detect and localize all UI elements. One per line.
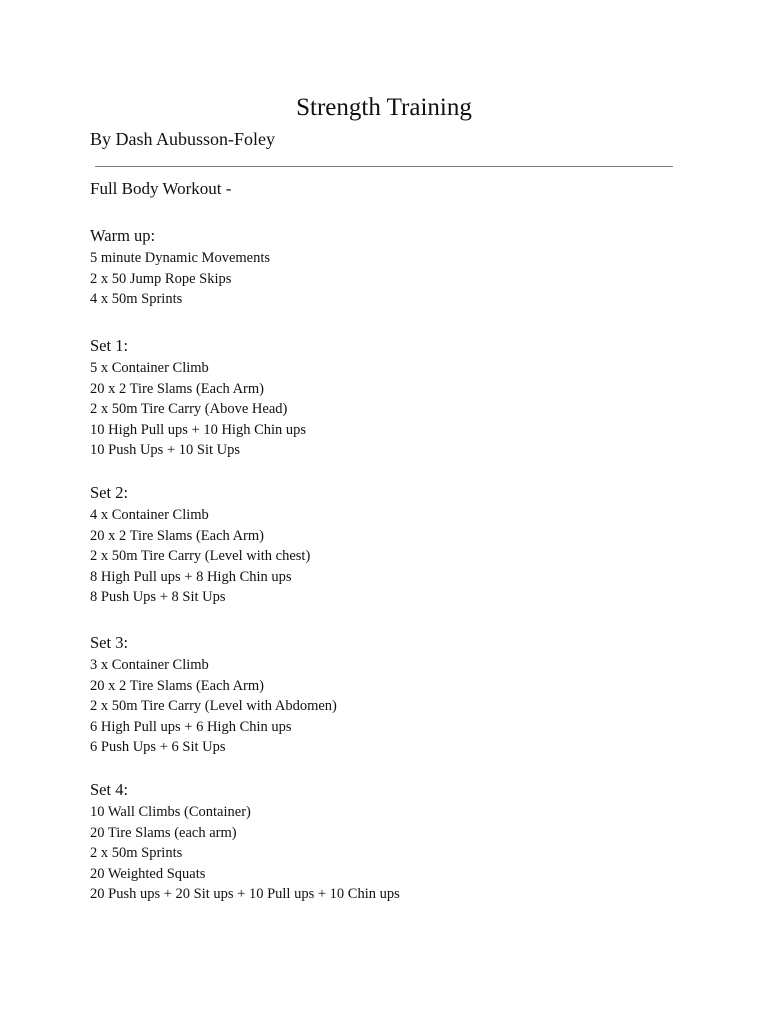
exercise-item: 8 High Pull ups + 8 High Chin ups bbox=[90, 568, 292, 585]
exercise-list bbox=[90, 505, 310, 608]
exercise-list bbox=[90, 655, 337, 758]
exercise-item: 4 x Container Climb bbox=[90, 507, 209, 523]
exercise-item: 20 x 2 Tire Slams (Each Arm) bbox=[90, 527, 264, 544]
section-heading: Set 2: bbox=[90, 483, 129, 502]
section-heading: Set 1: bbox=[90, 336, 129, 355]
section-set-4 bbox=[90, 780, 400, 905]
section-set-3 bbox=[90, 633, 337, 758]
exercise-item: 2 x 50 Jump Rope Skips bbox=[90, 270, 232, 287]
exercise-item: 2 x 50m Tire Carry (Level with chest) bbox=[90, 548, 311, 564]
exercise-list bbox=[90, 248, 270, 310]
exercise-item: 20 Weighted Squats bbox=[90, 865, 206, 882]
exercise-item: 10 High Pull ups + 10 High Chin ups bbox=[90, 421, 307, 438]
exercise-item: 10 Push Ups + 10 Sit Ups bbox=[90, 442, 240, 458]
section-heading: Set 4: bbox=[90, 780, 129, 799]
exercise-list bbox=[90, 358, 306, 461]
exercise-item: 8 Push Ups + 8 Sit Ups bbox=[90, 589, 226, 605]
exercise-item: 10 Wall Climbs (Container) bbox=[90, 804, 251, 820]
exercise-item: 20 Push ups + 20 Sit ups + 10 Pull ups + 10 Chin ups bbox=[90, 886, 400, 902]
exercise-list bbox=[90, 802, 400, 905]
exercise-item: 6 Push Ups + 6 Sit Ups bbox=[90, 739, 226, 755]
section-set-1 bbox=[90, 336, 306, 461]
exercise-item: 5 x Container Climb bbox=[90, 360, 209, 376]
exercise-item: 4 x 50m Sprints bbox=[90, 291, 183, 307]
document-title: Strength Training bbox=[296, 94, 472, 121]
exercise-item: 6 High Pull ups + 6 High Chin ups bbox=[90, 718, 292, 735]
section-warm-up bbox=[90, 226, 270, 310]
horizontal-divider bbox=[95, 166, 673, 167]
exercise-item: 2 x 50m Tire Carry (Above Head) bbox=[90, 401, 288, 417]
section-set-2 bbox=[90, 483, 310, 608]
section-heading: Warm up: bbox=[90, 226, 156, 245]
exercise-item: 3 x Container Climb bbox=[90, 657, 209, 673]
document-author: By Dash Aubusson-Foley bbox=[90, 129, 276, 149]
exercise-item: 20 x 2 Tire Slams (Each Arm) bbox=[90, 380, 264, 397]
exercise-item: 2 x 50m Tire Carry (Level with Abdomen) bbox=[90, 698, 337, 714]
exercise-item: 20 Tire Slams (each arm) bbox=[90, 824, 237, 841]
exercise-item: 2 x 50m Sprints bbox=[90, 845, 183, 861]
workout-heading: Full Body Workout - bbox=[90, 179, 232, 198]
section-heading: Set 3: bbox=[90, 633, 129, 652]
exercise-item: 20 x 2 Tire Slams (Each Arm) bbox=[90, 677, 264, 694]
exercise-item: 5 minute Dynamic Movements bbox=[90, 250, 271, 266]
